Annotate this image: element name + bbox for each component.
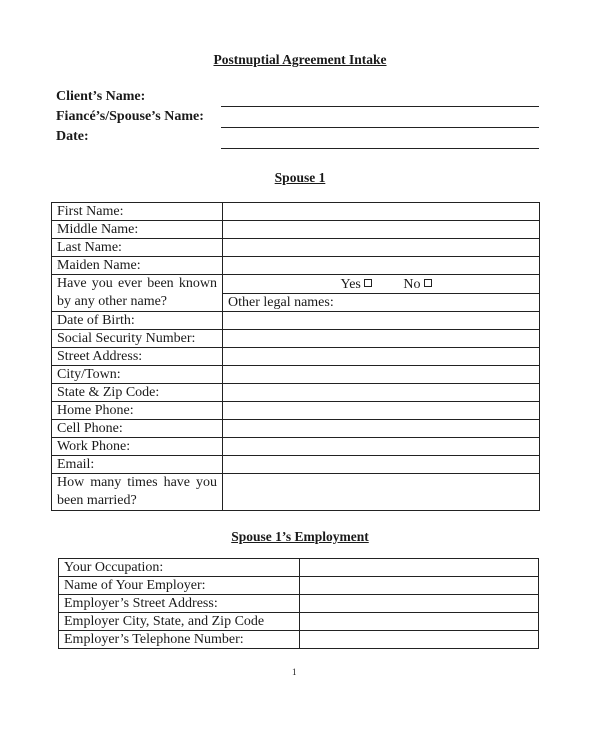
other-legal-names-label: Other legal names: — [228, 294, 334, 310]
first-name-field[interactable] — [223, 203, 540, 221]
employer-phone-label: Employer’s Telephone Number: — [59, 631, 300, 649]
table-row — [52, 312, 540, 330]
street-address-field[interactable] — [223, 348, 540, 366]
table-row — [52, 402, 540, 420]
table-row — [52, 456, 540, 474]
table-row — [52, 330, 540, 348]
ssn-field[interactable] — [223, 330, 540, 348]
table-row — [59, 559, 539, 577]
dob-field[interactable] — [223, 312, 540, 330]
home-phone-field[interactable] — [223, 402, 540, 420]
dob-label: Date of Birth: — [52, 312, 223, 330]
employer-phone-field[interactable] — [300, 631, 539, 649]
employer-name-field[interactable] — [300, 577, 539, 595]
yes-no-row — [223, 276, 539, 294]
middle-name-label: Middle Name: — [52, 221, 223, 239]
date-line[interactable] — [221, 148, 539, 149]
table-row — [52, 474, 540, 511]
employer-address-label: Employer’s Street Address: — [59, 595, 300, 613]
table-row — [52, 420, 540, 438]
occupation-label: Your Occupation: — [59, 559, 300, 577]
table-row — [52, 221, 540, 239]
last-name-field[interactable] — [223, 239, 540, 257]
table-row — [52, 366, 540, 384]
yes-label: Yes — [340, 276, 361, 292]
times-married-field[interactable] — [223, 474, 540, 511]
table-row — [52, 384, 540, 402]
spouse1-table — [51, 202, 540, 511]
city-town-field[interactable] — [223, 366, 540, 384]
table-row — [52, 438, 540, 456]
table-row — [52, 203, 540, 221]
state-zip-field[interactable] — [223, 384, 540, 402]
client-name-line[interactable] — [221, 106, 539, 107]
page-number: 1 — [292, 667, 297, 677]
table-row — [52, 348, 540, 366]
yes-checkbox-icon[interactable] — [364, 279, 372, 287]
no-checkbox-icon[interactable] — [424, 279, 432, 287]
times-married-label: How many times have you been married? — [52, 474, 223, 511]
other-name-question: Have you ever been known by any other name? — [52, 275, 223, 312]
client-name-label: Client’s Name: — [56, 89, 146, 104]
cell-phone-label: Cell Phone: — [52, 420, 223, 438]
employment-heading: Spouse 1’s Employment — [231, 529, 369, 544]
employer-city-label: Employer City, State, and Zip Code — [59, 613, 300, 631]
table-row — [52, 257, 540, 275]
table-row — [59, 631, 539, 649]
other-name-cell — [223, 275, 540, 312]
city-town-label: City/Town: — [52, 366, 223, 384]
email-field[interactable] — [223, 456, 540, 474]
employer-address-field[interactable] — [300, 595, 539, 613]
yes-option[interactable] — [341, 276, 372, 293]
spouse1-heading: Spouse 1 — [274, 170, 326, 185]
work-phone-field[interactable] — [223, 438, 540, 456]
last-name-label: Last Name: — [52, 239, 223, 257]
maiden-name-field[interactable] — [223, 257, 540, 275]
home-phone-label: Home Phone: — [52, 402, 223, 420]
table-row — [52, 275, 540, 312]
other-legal-names-field[interactable] — [228, 294, 534, 311]
street-address-label: Street Address: — [52, 348, 223, 366]
work-phone-label: Work Phone: — [52, 438, 223, 456]
maiden-name-label: Maiden Name: — [52, 257, 223, 275]
first-name-label: First Name: — [52, 203, 223, 221]
table-row — [52, 239, 540, 257]
employer-city-field[interactable] — [300, 613, 539, 631]
occupation-field[interactable] — [300, 559, 539, 577]
middle-name-field[interactable] — [223, 221, 540, 239]
table-row — [59, 595, 539, 613]
no-label: No — [403, 276, 421, 292]
employer-name-label: Name of Your Employer: — [59, 577, 300, 595]
spouse-name-line[interactable] — [221, 127, 539, 128]
table-row — [59, 613, 539, 631]
spouse-name-label: Fiancé’s/Spouse’s Name: — [56, 109, 204, 124]
document-title: Postnuptial Agreement Intake — [213, 52, 387, 67]
cell-phone-field[interactable] — [223, 420, 540, 438]
table-row — [59, 577, 539, 595]
no-option[interactable] — [403, 276, 431, 293]
state-zip-label: State & Zip Code: — [52, 384, 223, 402]
email-label: Email: — [52, 456, 223, 474]
date-label: Date: — [56, 129, 89, 144]
ssn-label: Social Security Number: — [52, 330, 223, 348]
employment-table — [58, 558, 539, 649]
